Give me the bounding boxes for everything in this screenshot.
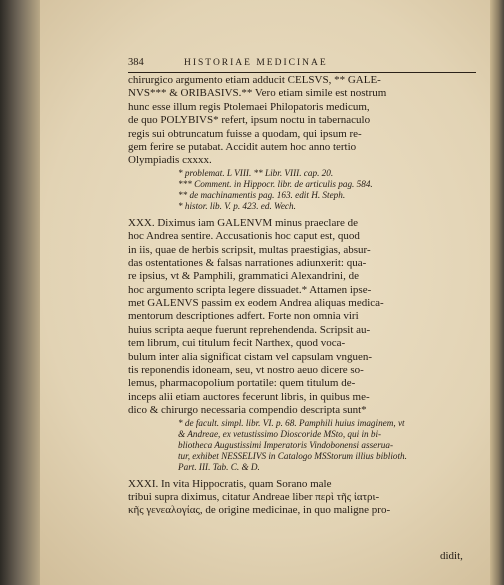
page-edge (490, 0, 504, 585)
footnote-line: & Andreae, ex vetustissimo Dioscoride MSto, qui in bi- (178, 428, 382, 439)
footnote-line: * problemat. L VIII. ** Libr. VIII. cap. 20. (178, 167, 334, 178)
text-line: tis reponendis idoneam, seu, vt nostro aeuo dicere so- (128, 364, 364, 377)
text-line: XXXI. In vita Hippocratis, quam Sorano male (128, 477, 332, 490)
text-line: in iis, quae de herbis scripsit, multas praestigias, absur- (128, 243, 371, 256)
footnote-line: bliotheca Augustissimi Imperatoris Vindobonensi asserua- (178, 439, 394, 450)
text-line: regis sui obtruncatum fuisse a quodam, qui ipsum re- (128, 127, 362, 140)
text-line: Olympiadis cxxxx. (128, 154, 212, 167)
text-line: mentorum descriptiones adfert. Forte non omnia viri (128, 310, 359, 323)
paragraph-31 (128, 478, 478, 518)
running-header (128, 56, 476, 73)
text-line: κῆς γενεαλογίας, de origine medicinae, in quo maligne pro- (128, 504, 391, 517)
text-line: lemus, pharmacopolium portatile: quem titulum de- (128, 377, 356, 390)
text-line: hoc Andrea sentire. Accusationis hoc caput est, quod (128, 230, 360, 243)
footnote-line: *** Comment. in Hippocr. libr. de articulis pag. 584. (178, 178, 373, 189)
text-line: bulum inter alia significat cistam vel capsulam vnguen- (128, 350, 373, 363)
footnotes-block-1 (128, 168, 478, 212)
catchword: didit, (440, 550, 463, 562)
text-line: huius scripta aeque fuerunt reprehendenda. Scripsit au- (128, 323, 371, 336)
footnotes-block-2 (128, 418, 478, 473)
page-text (128, 74, 478, 518)
footnote-line: * histor. lib. V. p. 423. ed. Wech. (178, 200, 296, 211)
text-line: inceps alii etiam auctores fecerunt libris, in quibus me- (128, 390, 370, 403)
text-line: XXX. Diximus iam GALENVM minus praeclare de (128, 216, 359, 229)
book-gutter-shadow (0, 0, 40, 585)
footnote-line: * de facult. simpl. libr. VI. p. 68. Pamphili huius imaginem, vt (178, 417, 405, 428)
footnote-line: tur, exhibet NESSELIVS in Catalogo MSStorum illius biblioth. (178, 450, 407, 461)
text-line: chirurgico argumento etiam adducit CELSVS, ** GALE- (128, 74, 381, 86)
footnote-line: ** de machinamentis pag. 163. edit H. Steph. (178, 189, 346, 200)
text-line: met GALENVS passim ex eodem Andrea aliquas medica- (128, 297, 384, 310)
text-line: hoc argumento scripta legere dissuadet.* Attamen ipse- (128, 283, 372, 296)
text-line: tem librum, cui titulum fecit Narthex, quod voca- (128, 337, 346, 350)
text-line: das ostentationes & falsas narrationes adiunxerit: qua- (128, 256, 367, 269)
text-line: re ipsius, vt & Pamphili, grammatici Alexandrini, de (128, 270, 359, 283)
text-line: tribui supra diximus, citatur Andreae liber περὶ τῆς ἰατρι- (128, 490, 380, 503)
page-number: 384 (128, 57, 144, 68)
text-line: dico & chirurgo necessaria compendio descripta sunt* (128, 404, 367, 417)
text-line: de quo POLYBIVS* refert, ipsum noctu in tabernaculo (128, 114, 371, 127)
paragraph-29-continued (128, 74, 478, 168)
footnote-line: Part. III. Tab. C. & D. (178, 461, 260, 472)
running-title: HISTORIAE MEDICINAE (184, 58, 328, 68)
paragraph-30 (128, 217, 478, 418)
text-line: hunc esse illum regis Ptolemaei Philopatoris medicum, (128, 100, 370, 113)
text-line: NVS*** & ORIBASIVS.** Vero etiam simile est nostrum (128, 87, 387, 100)
text-line: gem ferire se putabat. Accidit autem hoc anno tertio (128, 140, 357, 153)
